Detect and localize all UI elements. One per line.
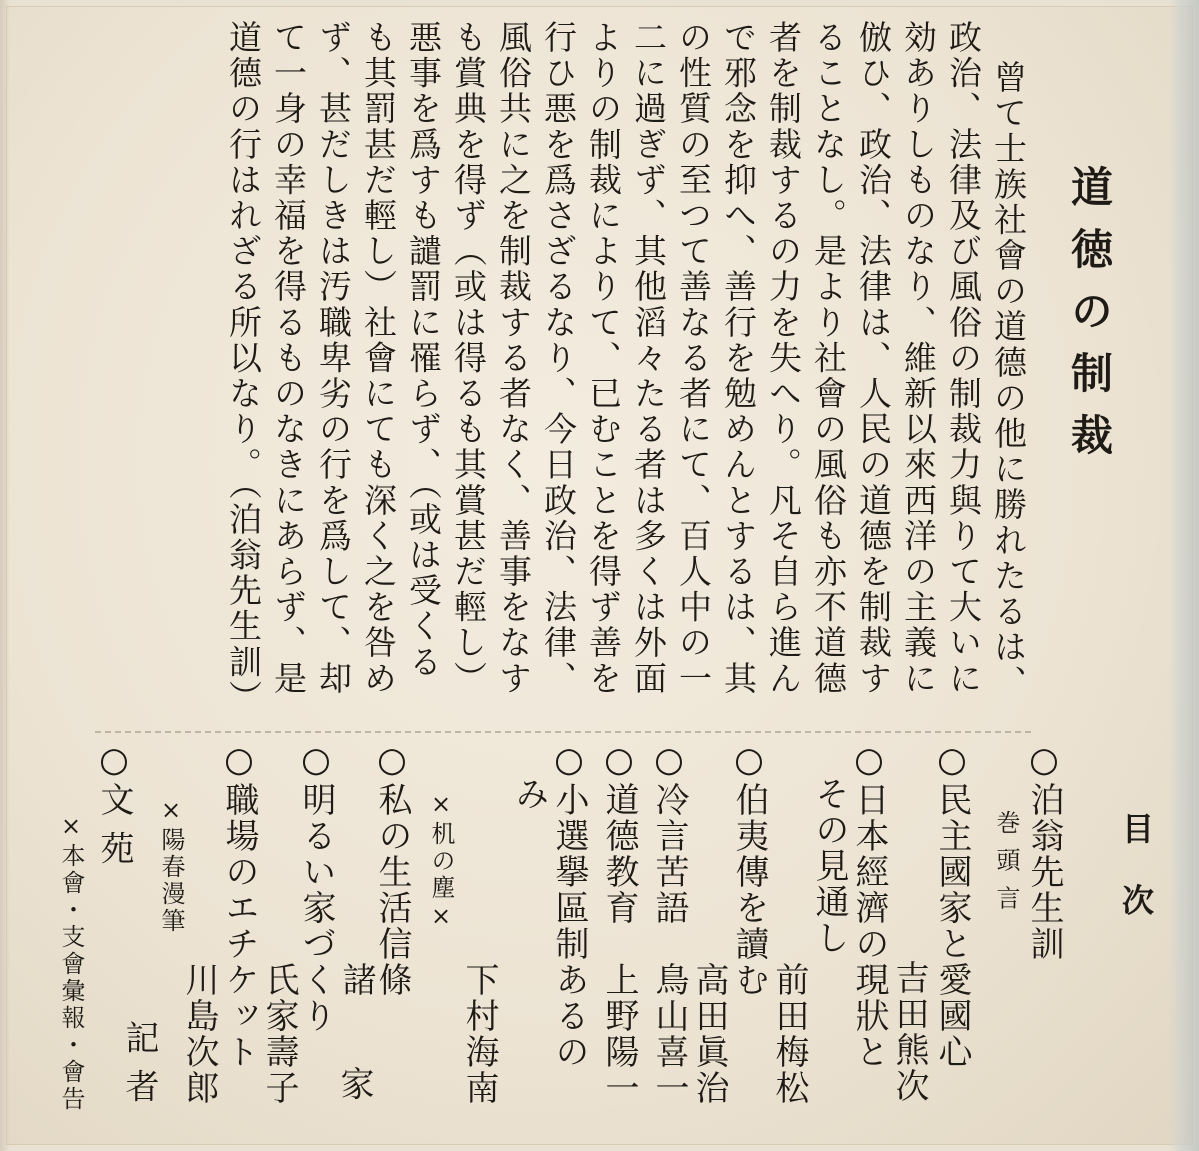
toc-entry: ○文 苑 bbox=[94, 740, 134, 867]
toc-entry-author: 吉田熊次 bbox=[889, 960, 929, 1104]
toc-entry: ○冷言苦語 bbox=[649, 740, 689, 926]
body-line: て一身の幸福を得るものなきにあらず、是 bbox=[269, 20, 308, 697]
body-line: 曾て士族社會の道德の他に勝れたるは、 bbox=[989, 60, 1028, 701]
toc-entry: ○道德教育 bbox=[599, 740, 639, 926]
toc-entry: ○小選擧區制あるの bbox=[549, 740, 589, 1070]
body-line: も其罰甚だ輕し）社會にても深く之を咎め bbox=[359, 20, 398, 697]
toc-entry: ○民主國家と愛國心 bbox=[932, 740, 972, 1070]
body-line: 倣ひ、政治、法律は、人民の道德を制裁す bbox=[854, 20, 893, 697]
toc-entry: その見通し bbox=[809, 776, 849, 956]
body-line: で邪念を抑へ、善行を勉めんとするは、其 bbox=[719, 20, 758, 697]
body-line: 政治、法律及び風俗の制裁力與りて大いに bbox=[944, 20, 983, 697]
toc-entry-author: 諸 bbox=[336, 962, 376, 998]
toc-entry-author: 下村海南 bbox=[459, 962, 499, 1106]
toc-entry: ○明るい家づくり bbox=[296, 740, 336, 1034]
body-line: 行ひ悪を爲さざるなり、今日政治、法律、 bbox=[539, 20, 578, 697]
toc-entry: ○日本經濟の現狀と bbox=[849, 740, 889, 1070]
body-line: 者を制裁するの力を失へり。凡そ自ら進ん bbox=[764, 20, 803, 697]
toc-entry-author: 上野陽一 bbox=[599, 962, 639, 1106]
toc-entry: み bbox=[509, 776, 549, 812]
toc-heading: 目 次 bbox=[1117, 812, 1155, 930]
toc-entry-author: 前田梅松 bbox=[769, 962, 809, 1106]
body-line: ず、甚だしきは汚職卑劣の行を爲して、却 bbox=[314, 20, 353, 697]
toc-entry-author: 記 者 bbox=[119, 1020, 159, 1105]
left-shadow bbox=[0, 0, 10, 1151]
body-line: よりの制裁によりて、已むことを得ず善を bbox=[584, 20, 623, 697]
toc-entry-sub: ×机の塵× bbox=[427, 790, 455, 933]
article-title: 道徳の制裁 bbox=[1065, 165, 1114, 475]
toc-entry-sub: ×本會・支會彙報・會告 bbox=[57, 812, 85, 1113]
toc-entry: ○職場のエチケット bbox=[219, 740, 259, 1070]
body-line: ることなし。是より社會の風俗も亦不道德 bbox=[809, 20, 848, 697]
body-line: 道德の行はれざる所以なり。（泊翁先生訓） bbox=[224, 20, 263, 716]
toc-entry: ○伯夷傳を讀む bbox=[729, 740, 769, 998]
toc-entry-sub: 巻 頭 言 bbox=[992, 810, 1020, 913]
body-line: 効ありしものなり、維新以來西洋の主義に bbox=[899, 20, 938, 697]
toc-entry-author: 鳥山喜一 bbox=[649, 962, 689, 1106]
body-line: 悪事を爲すも譴罰に罹らず、（或は受くる bbox=[404, 20, 443, 680]
toc-entry-author: 氏家壽子 bbox=[259, 962, 299, 1106]
right-edge bbox=[1169, 0, 1199, 1151]
toc-entry: ○私の生活信條 bbox=[372, 740, 412, 998]
toc-entry: ○泊翁先生訓 bbox=[1024, 740, 1064, 962]
toc-entry-author: 高田眞治 bbox=[689, 962, 729, 1106]
toc-entry-author: 家 bbox=[334, 1066, 374, 1102]
body-line: 風俗共に之を制裁する者なく、善事をなす bbox=[494, 20, 533, 697]
section-divider bbox=[95, 731, 1035, 733]
body-line: の性質の至つて善なる者にて、百人中の一 bbox=[674, 20, 713, 697]
toc-entry-author: 川島次郎 bbox=[179, 962, 219, 1106]
body-line: も賞典を得ず（或は得るも其賞甚だ輕し） bbox=[449, 20, 488, 697]
body-line: 二に過ぎず、其他滔々たる者は多くは外面 bbox=[629, 20, 668, 697]
toc-entry-sub: ×陽春漫筆 bbox=[157, 796, 185, 935]
